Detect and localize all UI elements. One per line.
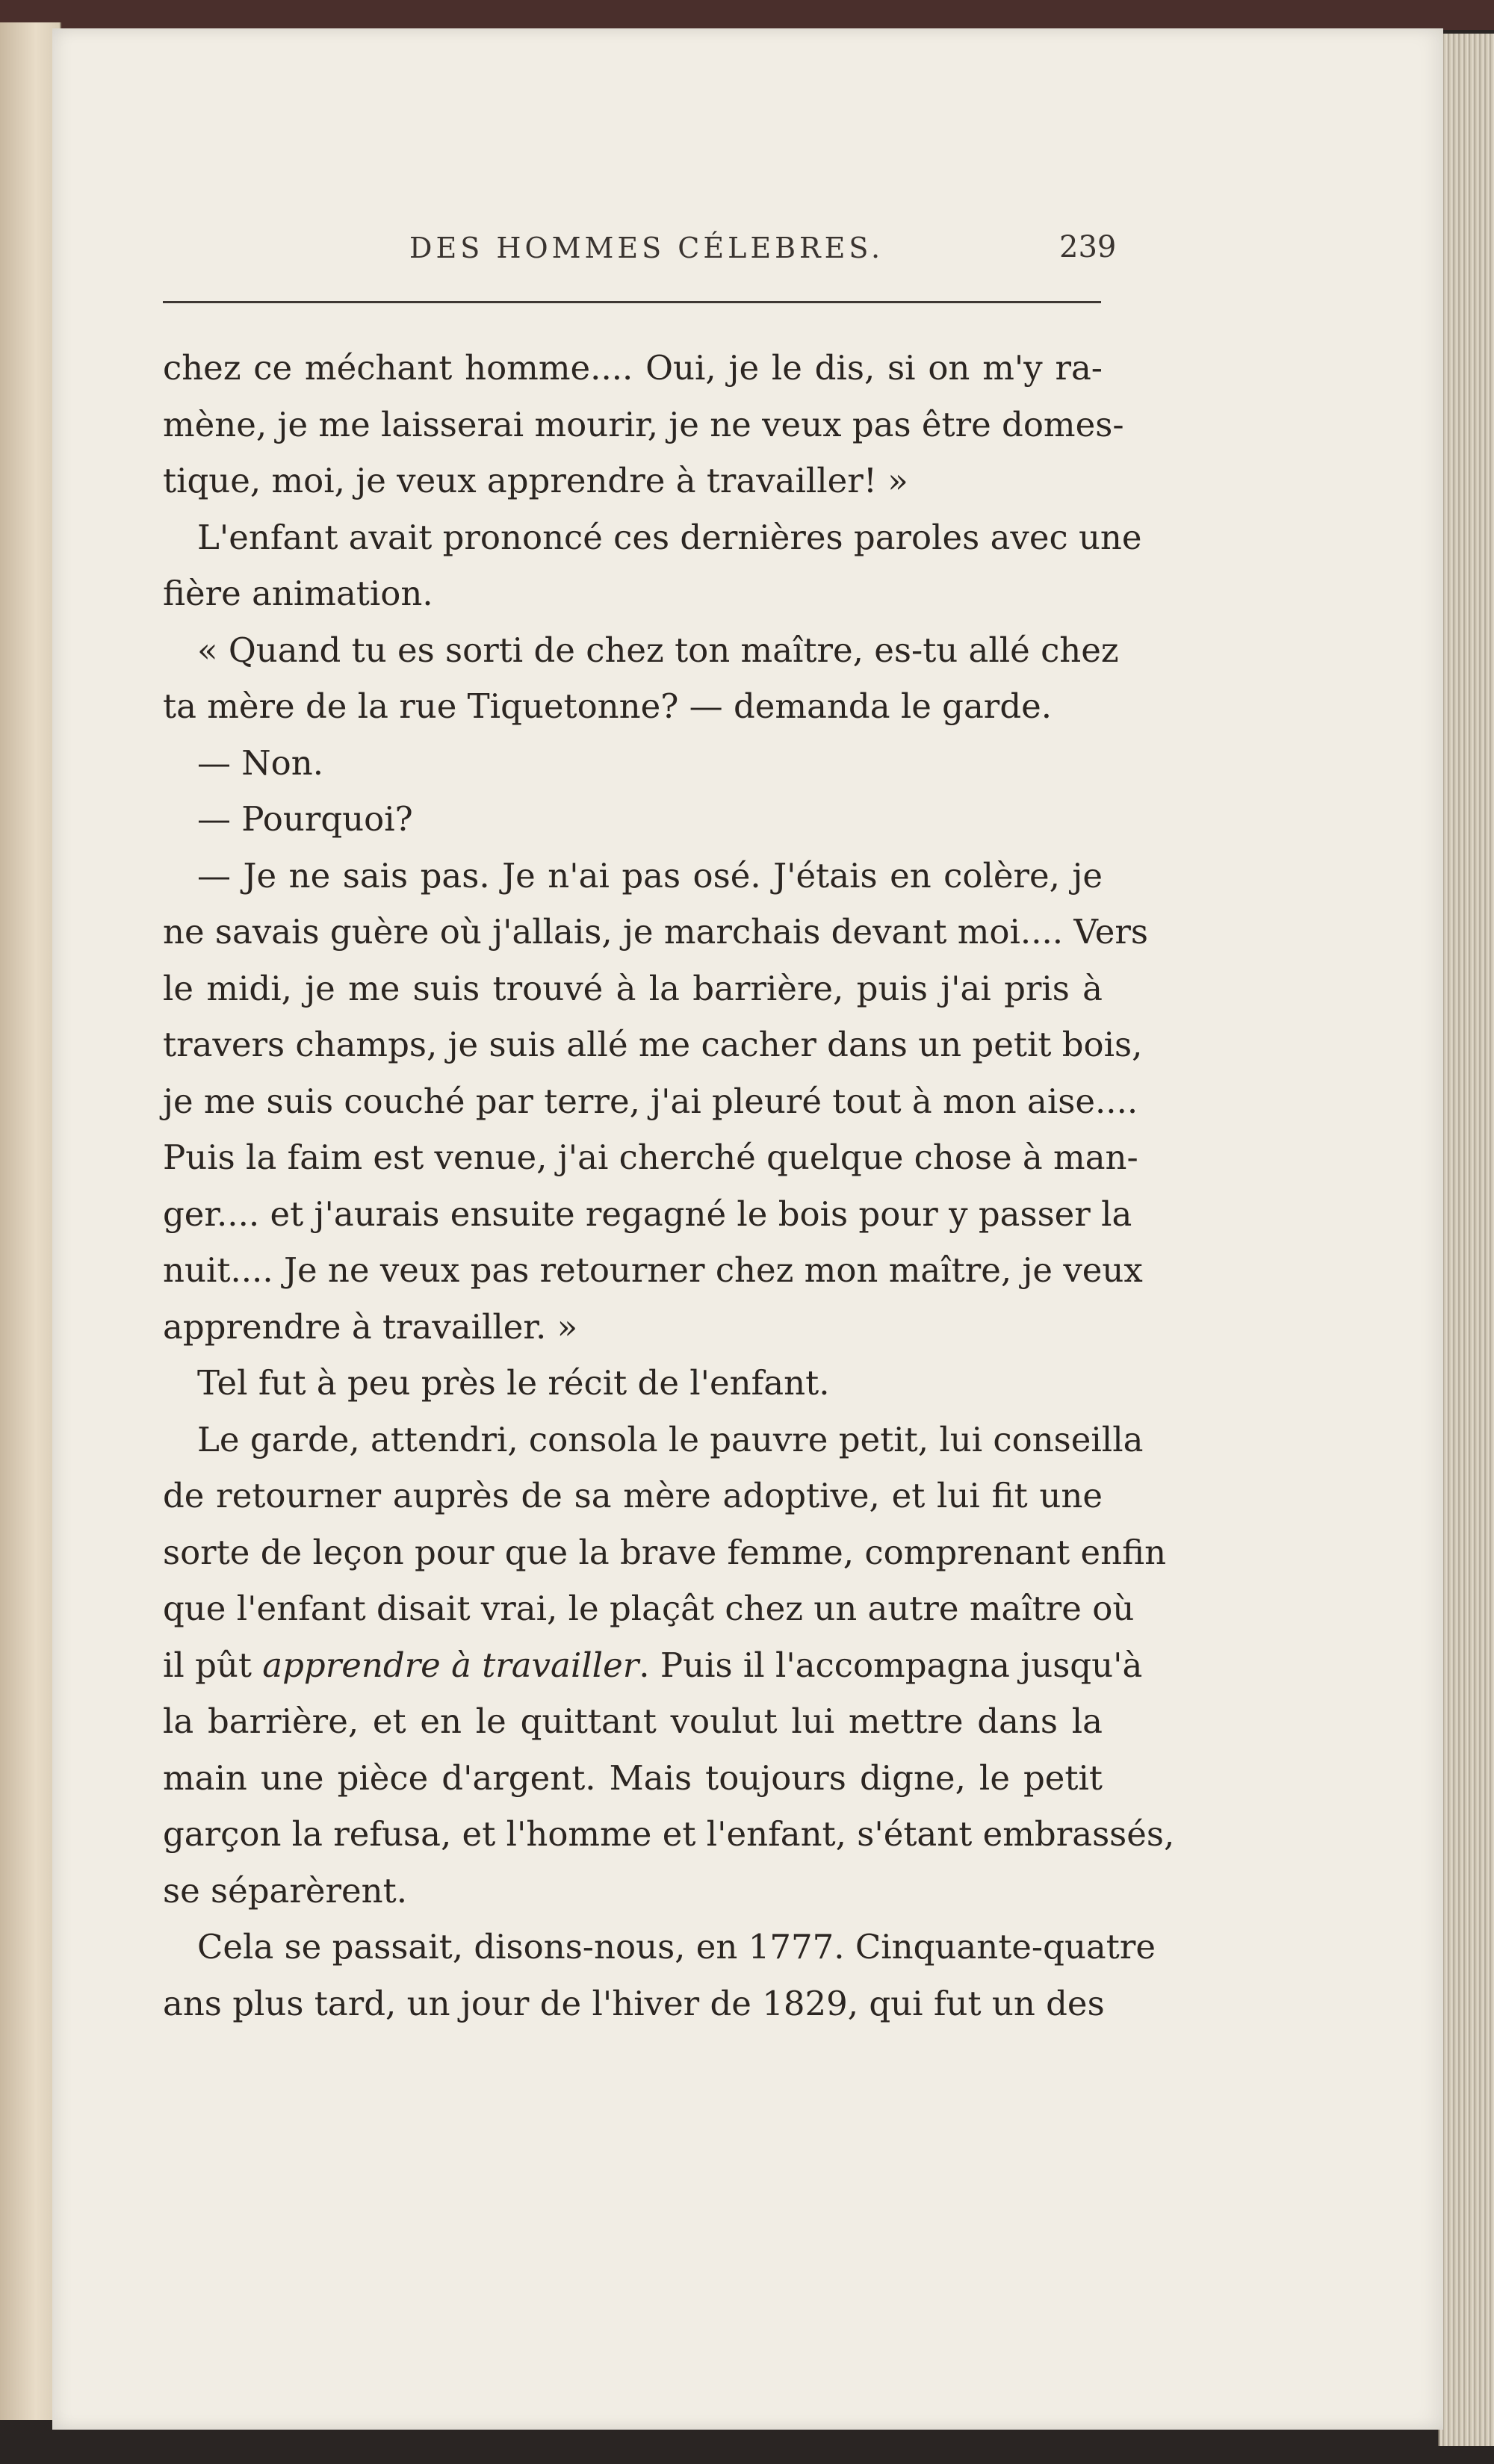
italic-phrase: apprendre à travailler: [262, 1645, 639, 1685]
text-line: ger.... et j'aurais ensuite regagné le bois pour y passer la: [163, 1194, 1132, 1234]
text-segment: il pût: [163, 1645, 263, 1685]
text-line: chez ce méchant homme.... Oui, je le dis, si on m'y ra-: [163, 348, 1103, 388]
text-line: sorte de leçon pour que la brave femme, comprenant enfin: [163, 1532, 1167, 1572]
text-line: ans plus tard, un jour de l'hiver de 1829, qui fut un des: [163, 1983, 1105, 2023]
text-line: Tel fut à peu près le récit de l'enfant.: [197, 1363, 830, 1403]
page-number: 239: [1059, 230, 1117, 264]
text-line: Cela se passait, disons-nous, en 1777. Cinquante-quatre: [197, 1927, 1156, 1967]
page-stack-edge: [1438, 34, 1494, 2446]
text-line: Le garde, attendri, consola le pauvre petit, lui conseilla: [197, 1419, 1144, 1459]
text-line: tique, moi, je veux apprendre à travailler! »: [163, 461, 908, 500]
text-line: fière animation.: [163, 574, 433, 613]
text-line: apprendre à travailler. »: [163, 1306, 578, 1347]
text-line: travers champs, je suis allé me cacher dans un petit bois,: [163, 1025, 1143, 1064]
text-line: de retourner auprès de sa mère adoptive, et lui fit une: [163, 1476, 1103, 1515]
text-line: je me suis couché par terre, j'ai pleuré tout à mon aise....: [163, 1081, 1138, 1121]
text-line: L'enfant avait prononcé ces dernières paroles avec une: [197, 517, 1142, 557]
text-line: « Quand tu es sorti de chez ton maître, es-tu allé chez: [197, 630, 1119, 670]
text-line: garçon la refusa, et l'homme et l'enfant, s'étant embrassés,: [163, 1814, 1175, 1854]
header-rule: [163, 301, 1101, 303]
text-line: le midi, je me suis trouvé à la barrière, puis j'ai pris à: [163, 968, 1103, 1008]
text-line: ta mère de la rue Tiquetonne? — demanda le garde.: [163, 686, 1053, 726]
text-line: se séparèrent.: [163, 1870, 408, 1911]
text-segment: . Puis il l'accompagna jusqu'à: [639, 1645, 1143, 1685]
text-line: — Non.: [197, 742, 324, 783]
text-line: nuit.... Je ne veux pas retourner chez mon maître, je veux: [163, 1250, 1143, 1290]
running-title: DES HOMMES CÉLEBRES.: [409, 232, 884, 264]
body-text: [163, 340, 1175, 2032]
text-line: mène, je me laisserai mourir, je ne veux pas être domes-: [163, 404, 1124, 444]
text-line: — Je ne sais pas. Je n'ai pas osé. J'étais en colère, je: [197, 855, 1103, 896]
text-line: Puis la faim est venue, j'ai cherché quelque chose à man-: [163, 1138, 1138, 1177]
text-line: main une pièce d'argent. Mais toujours digne, le petit: [163, 1757, 1103, 1798]
text-line: ne savais guère où j'allais, je marchais devant moi.... Vers: [163, 912, 1149, 952]
text-line: — Pourquoi?: [197, 799, 413, 839]
top-cover-edge: [0, 0, 1494, 30]
text-line: que l'enfant disait vrai, le plaçât chez un autre maître où: [163, 1589, 1135, 1628]
text-line: la barrière, et en le quittant voulut lui mettre dans la: [163, 1701, 1103, 1741]
text-line-with-italic: [163, 1637, 1143, 1694]
